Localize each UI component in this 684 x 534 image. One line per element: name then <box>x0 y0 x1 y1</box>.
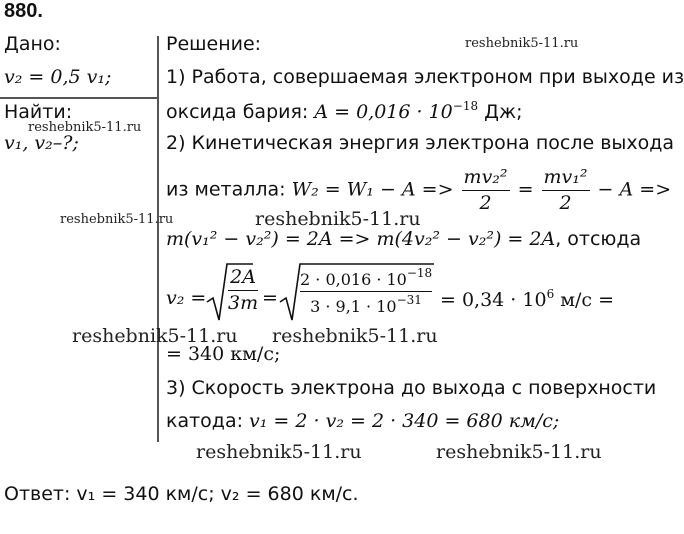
given-title: Дано: <box>4 33 61 55</box>
step2-line3 <box>166 228 641 250</box>
watermark: reshebnik5-11.ru <box>436 441 602 463</box>
step1-text: оксида бария: <box>166 101 315 123</box>
given-condition: v₂ = 0,5 v₁; <box>4 66 112 88</box>
watermark: reshebnik5-11.ru <box>72 325 238 347</box>
v2-result <box>440 287 614 311</box>
find-unknowns: v₁, v₂–?; <box>4 132 79 154</box>
numeric-denominator: 3 · 9,1 · 10 <box>310 297 397 316</box>
step2-equation: m(v₁² − v₂²) = 2A => m(4v₂² − v₂²) = 2A <box>166 228 556 250</box>
problem-number: 880. <box>4 0 43 22</box>
denominator-exponent: −31 <box>396 293 422 307</box>
v2-equals: = <box>262 287 278 309</box>
fraction-kinetic-v2: $\frac{\text{mv₂²}}{2}$ <box>463 166 508 214</box>
v2-result-exponent: 6 <box>546 287 555 301</box>
answer: Ответ: v₁ = 340 км/с; v₂ = 680 км/с. <box>4 483 359 505</box>
v2-result-line2: = 340 км/с; <box>166 343 281 365</box>
fraction-kinetic-v1: $\frac{\text{mv₁²}}{2}$ <box>543 166 588 214</box>
step1-line2 <box>166 99 523 123</box>
step3-line2 <box>166 410 559 432</box>
column-divider <box>157 36 159 442</box>
step1-unit: Дж; <box>478 101 523 123</box>
given-find-divider <box>0 97 158 99</box>
step2-line2 <box>166 166 671 214</box>
numeric-numerator: 2 · 0,016 · 10 <box>300 270 407 289</box>
v2-result-unit: м/с = <box>554 289 615 311</box>
step2-formula-a: W₂ = W₁ − A => <box>291 178 454 201</box>
step2-formula-b: − A => <box>591 178 672 201</box>
watermark: reshebnik5-11.ru <box>28 120 142 135</box>
step2-line1: 2) Кинетическая энергия электрона после выхода <box>166 132 675 154</box>
v2-result-value: = 0,34 · 10 <box>440 289 547 311</box>
fraction-numeric <box>300 266 432 316</box>
step2-text-otsyuda: , отсюда <box>555 228 642 250</box>
watermark: reshebnik5-11.ru <box>60 212 174 227</box>
step3-text: катода: <box>166 410 250 432</box>
watermark: reshebnik5-11.ru <box>272 325 438 347</box>
fraction-2a-3m: $\frac{2A}{3m}$ <box>228 266 259 314</box>
v2-lhs: v₂ = <box>166 287 207 309</box>
numerator-exponent: −18 <box>406 266 433 280</box>
step3-line1: 3) Скорость электрона до выхода с поверхности <box>166 377 657 399</box>
watermark: reshebnik5-11.ru <box>196 441 362 463</box>
find-title: Найти: <box>4 101 73 123</box>
watermark: reshebnik5-11.ru <box>255 208 421 230</box>
step1-exponent: −18 <box>452 99 479 113</box>
step2-text: из металла: <box>166 178 292 201</box>
solution-title: Решение: <box>166 33 262 55</box>
step3-formula: v₁ = 2 · v₂ = 2 · 340 = 680 км/с; <box>249 410 560 432</box>
step1-line1: 1) Работа, совершаемая электроном при выходе из <box>166 66 684 88</box>
step1-formula: A = 0,016 · 10 <box>314 101 453 123</box>
watermark: reshebnik5-11.ru <box>465 36 579 51</box>
equals-sign: = <box>511 178 540 201</box>
